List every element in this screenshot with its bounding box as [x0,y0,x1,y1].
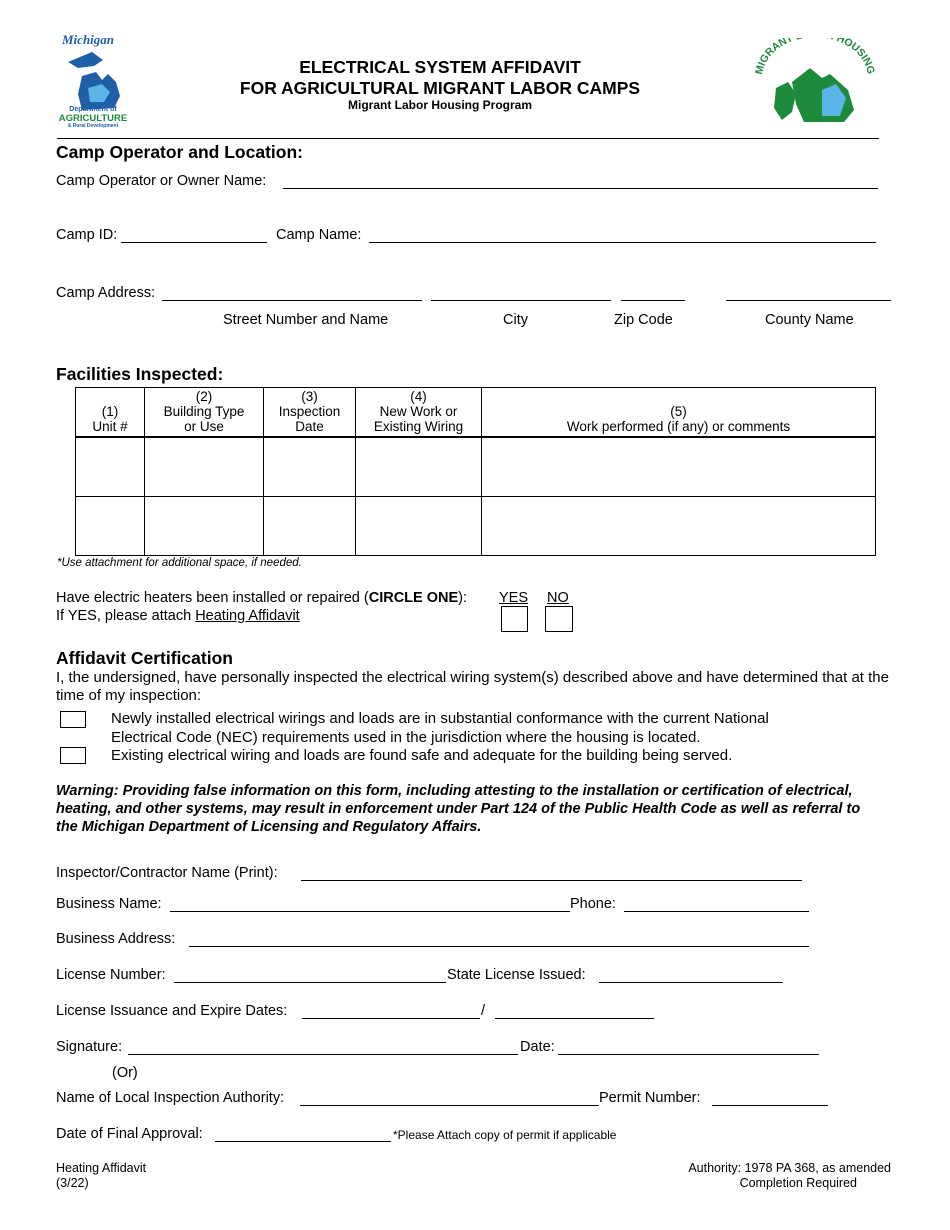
permit-number-label: Permit Number: [599,1090,701,1106]
col-building-label1: Building Type [163,404,245,419]
table-note: *Use attachment for additional space, if needed. [57,557,302,569]
table-cell[interactable] [264,497,356,556]
col-inspection-label1: Inspection [278,404,341,419]
inspector-name-label: Inspector/Contractor Name (Print): [56,865,278,881]
migrant-labor-housing-logo [752,38,878,126]
option1-line2: Electrical Code (NEC) requirements used in the jurisdiction where the housing is located. [111,729,701,746]
facilities-header-row [76,388,876,438]
heaters-attach-text [56,608,300,624]
heaters-yes-checkbox[interactable] [501,606,528,632]
form-subtitle: Migrant Labor Housing Program [347,98,532,112]
option2-text: Existing electrical wiring and loads are found safe and adequate for the building being served. [111,747,733,764]
logo-dept-line3: & Rural Development [67,123,119,129]
facilities-table [75,387,876,556]
business-address-field[interactable] [189,946,809,947]
camp-operator-label: Camp Operator or Owner Name: [56,173,267,189]
county-field[interactable] [726,300,891,301]
phone-field[interactable] [624,911,809,912]
final-approval-label: Date of Final Approval: [56,1126,203,1142]
inspector-name-field[interactable] [301,880,802,881]
heaters-yes-label: YES [499,590,529,606]
new-wiring-checkbox[interactable] [60,711,86,728]
zip-caption: Zip Code [614,312,673,328]
city-field[interactable] [431,300,611,301]
table-cell[interactable] [264,437,356,497]
col-building-header [145,388,264,438]
col-inspection-num: (3) [301,389,318,404]
business-name-field[interactable] [170,911,570,912]
heaters-question-text: Have electric heaters been installed or repaired ( [56,590,369,606]
local-authority-field[interactable] [300,1105,599,1106]
or-text: (Or) [112,1065,138,1081]
business-name-label: Business Name: [56,896,162,912]
street-caption: Street Number and Name [223,312,389,328]
signature-label: Signature: [56,1039,123,1055]
date-label: Date: [520,1039,555,1055]
signature-field[interactable] [128,1054,518,1055]
col-work-type-label1: New Work or [379,404,458,419]
license-dates-label: License Issuance and Expire Dates: [56,1003,288,1019]
camp-id-label: Camp ID: [56,227,118,243]
expire-date-field[interactable] [495,1018,654,1019]
heaters-circle-one: CIRCLE ONE [368,590,459,606]
existing-wiring-checkbox[interactable] [60,747,86,764]
housing-logo-icon [752,38,878,126]
col-comments-label: Work performed (if any) or comments [566,419,791,434]
col-unit-num: (1) [101,404,119,419]
header-divider [57,138,879,139]
table-row [76,497,876,556]
final-approval-note: *Please Attach copy of permit if applicable [393,1128,617,1142]
heating-affidavit-link[interactable]: Heating Affidavit [195,608,300,624]
footer-form-date: (3/22) [56,1176,89,1190]
table-cell[interactable] [356,497,482,556]
table-row [76,437,876,497]
camp-operator-field[interactable] [283,188,878,189]
heaters-no-label: NO [547,590,569,606]
certification-intro: I, the undersigned, have personally inspected the electrical wiring system(s) described above and have determined that at the time of my inspection: [56,669,889,704]
logo-dept-line1: Department of [69,106,117,113]
col-building-num: (2) [195,389,213,404]
local-authority-label: Name of Local Inspection Authority: [56,1090,285,1106]
heaters-question [56,590,467,606]
license-number-label: License Number: [56,967,166,983]
heaters-question-end: ): [458,590,468,606]
camp-name-label: Camp Name: [276,227,362,243]
col-unit-header [76,388,145,438]
col-work-type-label2: Existing Wiring [373,419,464,434]
table-cell[interactable] [356,437,482,497]
business-address-label: Business Address: [56,931,176,947]
form-title-line1: ELECTRICAL SYSTEM AFFIDAVIT [299,57,581,77]
camp-address-label: Camp Address: [56,285,156,301]
camp-id-field[interactable] [121,242,267,243]
issuance-date-field[interactable] [302,1018,480,1019]
dates-separator: / [481,1003,486,1019]
date-field[interactable] [558,1054,819,1055]
zip-field[interactable] [621,300,685,301]
footer-authority: Authority: 1978 PA 368, as amended [688,1161,891,1175]
camp-name-field[interactable] [369,242,876,243]
table-cell[interactable] [145,497,264,556]
col-work-type-num: (4) [410,389,427,404]
svg-text:MIGRANT LABOR HOUSING [753,38,877,76]
camp-section-heading: Camp Operator and Location: [56,142,303,162]
footer-completion: Completion Required [739,1176,857,1190]
state-license-field[interactable] [599,982,783,983]
certification-heading: Affidavit Certification [56,648,233,668]
footer-form-name: Heating Affidavit [56,1161,147,1175]
table-cell[interactable] [145,437,264,497]
logo-dept-line2: AGRICULTURE [58,113,128,124]
col-unit-label: Unit # [92,419,128,434]
col-inspection-header [264,388,356,438]
col-comments-num: (5) [670,404,687,419]
heaters-no-checkbox[interactable] [545,606,573,632]
final-approval-field[interactable] [215,1141,391,1142]
facilities-heading: Facilities Inspected: [56,364,224,384]
col-work-type-header [356,388,482,438]
table-cell[interactable] [76,437,145,497]
form-title-line2: FOR AGRICULTURAL MIGRANT LABOR CAMPS [239,78,641,98]
col-building-label2: or Use [184,419,224,434]
heaters-attach-pre: If YES, please attach [56,608,196,624]
logo-state-text: Michigan [62,32,115,47]
warning-text: Warning: Providing false information on this form, including attesting to the installation or certification of electrical, heating, and other systems, may result in enforcement under Part 124 of the Public Health Code as well as referral to the Michigan Department of Licensing and Regulatory Affairs. [56,783,861,835]
col-comments-header [482,388,876,438]
permit-number-field[interactable] [712,1105,828,1106]
phone-label: Phone: [570,896,616,912]
table-cell[interactable] [482,497,876,556]
table-cell[interactable] [482,437,876,497]
state-license-label: State License Issued: [447,967,586,983]
table-cell[interactable] [76,497,145,556]
housing-logo-text: MIGRANT HOUSING [753,38,877,76]
street-field[interactable] [162,300,422,301]
option1-line1: Newly installed electrical wirings and loads are in substantial conformance with the current National [111,710,769,727]
mdard-logo [58,32,128,130]
license-number-field[interactable] [174,982,446,983]
col-inspection-label2: Date [295,419,324,434]
county-caption: County Name [765,312,854,328]
city-caption: City [503,312,528,328]
